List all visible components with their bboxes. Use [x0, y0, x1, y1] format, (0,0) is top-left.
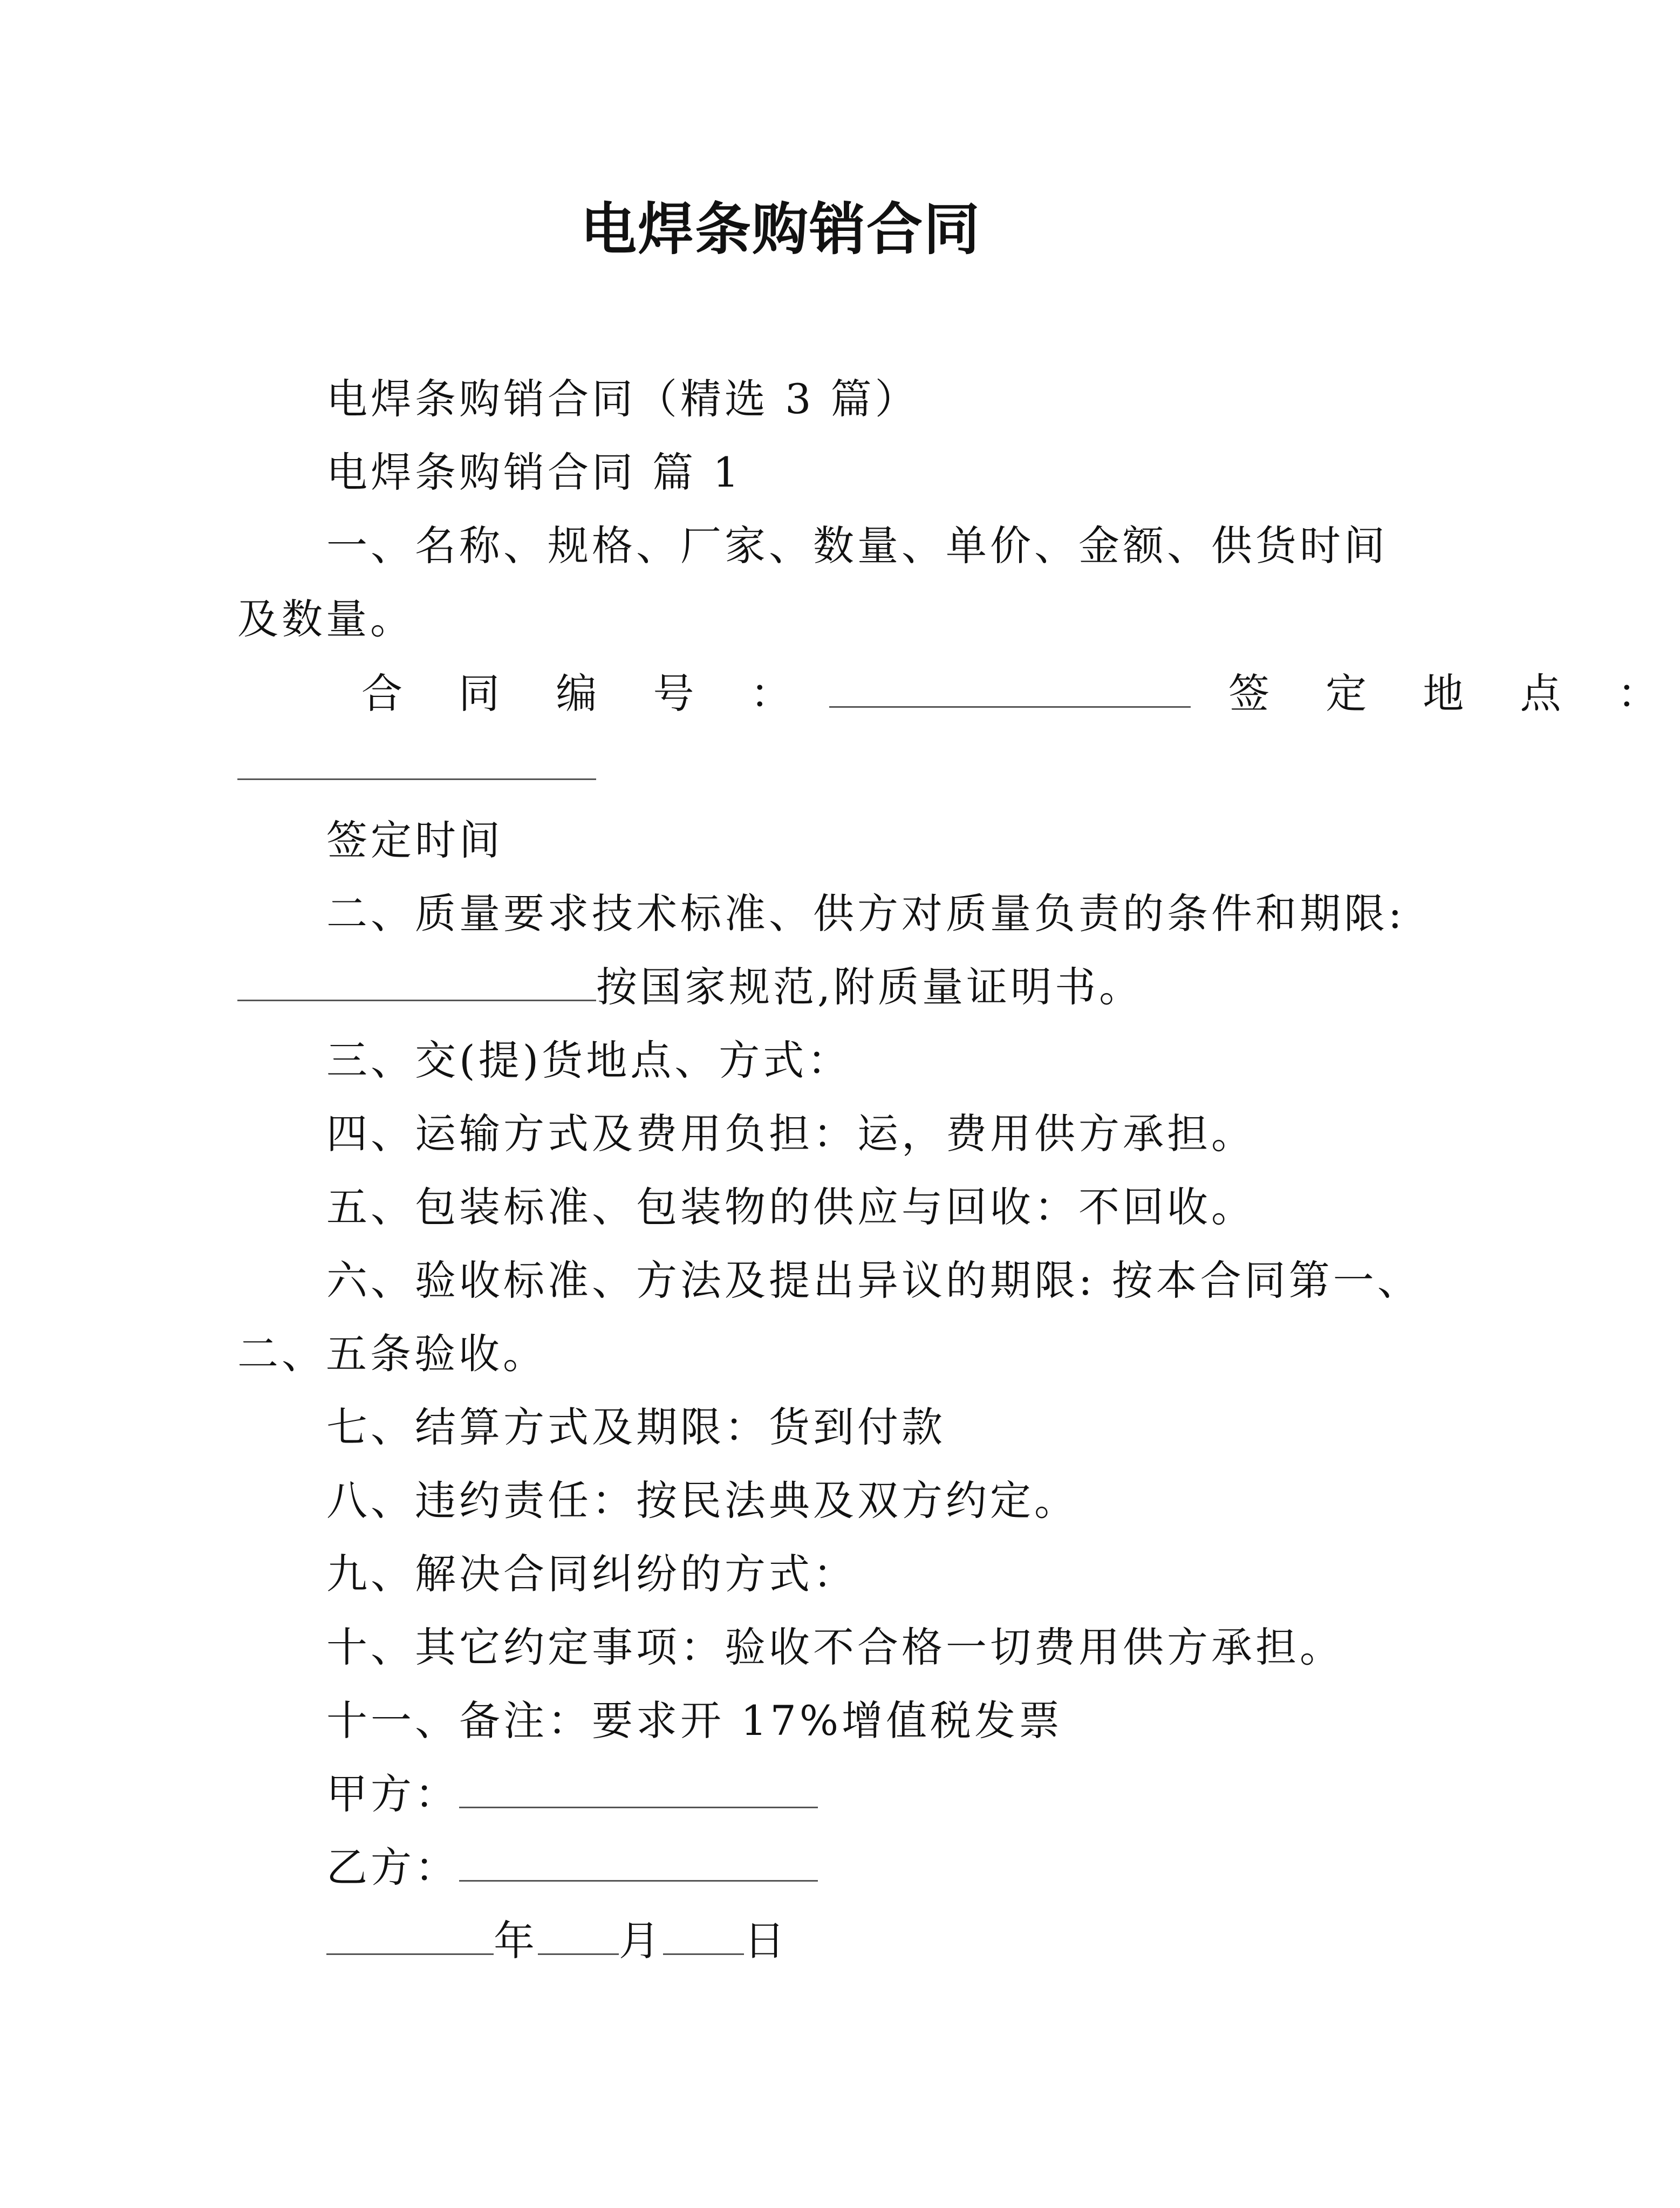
- date-year-label: 年: [494, 1917, 538, 1965]
- clause-1-line-1: 一、名称、规格、厂家、数量、单价、金额、供货时间: [326, 522, 1388, 570]
- clause-11: 十一、备注：要求开 17%增值税发票: [326, 1697, 1063, 1745]
- clause-7: 七、结算方式及期限：货到付款: [326, 1403, 946, 1451]
- date-row: [326, 1914, 788, 1968]
- contract-number-row: [361, 667, 1680, 721]
- clause-2-line-1: 二、质量要求技术标准、供方对质量负责的条件和期限:: [326, 890, 1405, 938]
- clause-10: 十、其它约定事项：验收不合格一切费用供方承担。: [326, 1623, 1344, 1671]
- sign-place-row: [237, 739, 596, 793]
- party-a-blank: [459, 1773, 818, 1808]
- sign-place-blank: [237, 745, 596, 780]
- clause-3: 三、交(提)货地点、方式：: [326, 1036, 852, 1084]
- clause-5: 五、包装标准、包装物的供应与回收：不回收。: [326, 1183, 1255, 1231]
- part-heading: 电焊条购销合同 篇 1: [326, 448, 742, 496]
- party-b-row: [326, 1841, 818, 1895]
- document-title: 电焊条购销合同: [580, 196, 981, 262]
- party-a-label: 甲方：: [326, 1770, 459, 1818]
- date-day-label: 日: [744, 1917, 788, 1965]
- clause-1-line-2: 及数量。: [237, 595, 414, 643]
- party-b-blank: [459, 1847, 818, 1882]
- clause-6-line-2: 二、五条验收。: [237, 1330, 547, 1378]
- year-blank: [326, 1920, 494, 1955]
- day-blank: [663, 1920, 744, 1955]
- clause-9: 九、解决合同纠纷的方式：: [326, 1550, 857, 1598]
- clause-2-line-2: 按国家规范,附质量证明书。: [596, 963, 1144, 1011]
- contract-number-label: 合 同 编 号 ：: [361, 669, 813, 717]
- quality-blank: [237, 966, 596, 1001]
- party-b-label: 乙方：: [326, 1843, 459, 1891]
- month-blank: [538, 1920, 619, 1955]
- clause-8: 八、违约责任：按民法典及双方约定。: [326, 1476, 1078, 1525]
- sign-time-label: 签定时间: [326, 816, 503, 864]
- sign-place-label: 签 定 地 点 ：: [1228, 669, 1680, 717]
- date-month-label: 月: [619, 1917, 663, 1965]
- contract-number-blank: [829, 673, 1191, 708]
- clause-4: 四、运输方式及费用负担：运，费用供方承担。: [326, 1110, 1255, 1158]
- document-subtitle: 电焊条购销合同（精选 3 篇）: [326, 375, 919, 423]
- clause-6-line-1: 六、验收标准、方法及提出异议的期限: 按本合同第一、: [326, 1256, 1422, 1304]
- clause-2-line-2-row: [237, 960, 1143, 1014]
- party-a-row: [326, 1767, 818, 1821]
